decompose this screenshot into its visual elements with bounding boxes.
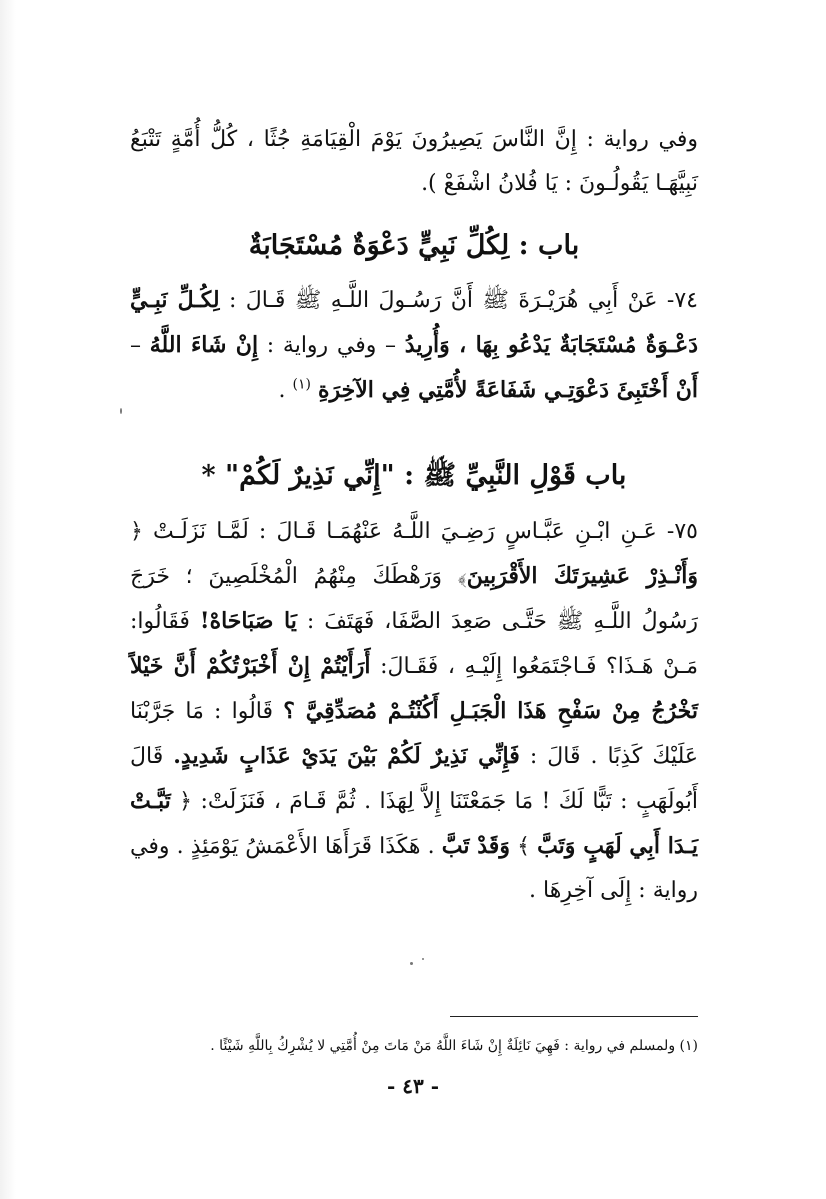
hadith-75-text: ﴾ وَرَهْطَكَ مِنْهُمُ الْمُخْلَصِينَ ؛ خَرَجَ رَسُولُ اللَّـهِ ﷺ حَتَّـى صَعِدَ الصَّفَا، فَهَتَفَ : (130, 564, 699, 634)
hadith-75-block (130, 510, 698, 913)
chapter-heading-1: باب : لِكُلِّ نَبِيٍّ دَعْوَةٌ مُسْتَجَابَةٌ (248, 230, 580, 261)
hadith-75-text: ٧٥- عَـنِ ابْـنِ عَبَّـاسٍ رَضِـيَ اللَّـهُ عَنْهُمَـا قَـالَ : لَمَّـا نَزَلَـتْ ﴿ (130, 519, 698, 544)
hadith-75-paragraph (130, 510, 698, 913)
page-edge-shadow (0, 0, 16, 1199)
hadith-74-text: – (130, 333, 150, 358)
print-speck (410, 962, 413, 965)
hadith-74-end: . (278, 378, 293, 403)
hadith-75-text: فَقَالُوا: مَـنْ هَـذَا؟ فَـاجْتَمَعُوا إِلَيْـهِ ، فَقَـالَ: (130, 609, 698, 679)
footnote-separator (450, 1016, 698, 1017)
hadith-75-text: قَالَ أَبُولَهَبٍ : تَبًّا لَكَ ! مَا جَمَعْتَنَا إِلاَّ لِهَذَا . ثُمَّ قَـامَ ، فَنَزَلَتْ: ﴿ (130, 744, 698, 814)
print-speck (120, 408, 122, 414)
hadith-74-block (130, 278, 698, 413)
hadith-74-paragraph (130, 278, 698, 413)
hadith-75-text: ﴾ (509, 834, 538, 859)
footnote-marker[interactable]: (١) (292, 376, 311, 393)
hadith-75-quote-3: فَإِنِّي نَذِيرٌ لَكُمْ بَيْنَ يَدَيْ عَذَابٍ شَدِيدٍ. (173, 743, 520, 769)
hadith-74-text: ٧٤- عَنْ أَبِي هُرَيْـرَةَ ﷺ أَنَّ رَسُـولَ اللَّـهِ ﷺ قَـالَ : (219, 288, 698, 313)
hadith-75-text: قَالُوا : مَا جَرَّبْنَا عَلَيْكَ كَذِبًا . قَالَ : (130, 699, 699, 769)
hadith-75-verse-3: وَقَدْ تَبَّ (441, 833, 510, 859)
chapter-heading-2: باب قَوْلِ النَّبِيِّ ﷺ : "إِنِّي نَذِيرٌ لَكُمْ" * (201, 460, 627, 491)
hadith-75-text: . هَكَذَا قَرَأَهَا الأَعْمَشُ يَوْمَئِذٍ . وفي رواية : إِلَى آخِرِهَا . (130, 834, 698, 903)
hadith-74-quote-1: لِكُـلِّ نَبِـيٍّ دَعْـوَةٌ مُسْتَجَابَةٌ يَدْعُو بِهَا ، وَأُرِيدُ (130, 287, 698, 358)
hadith-74-quote-3: أَنْ أَخْتَبِئَ دَعْوَتِـي شَفَاعَةً لأُمَّتِي فِي الآخِرَةِ (317, 377, 698, 403)
hadith-74-quote-2: إِنْ شَاءَ اللَّهُ (149, 332, 259, 358)
footnote-text: (١) ولمسلم في رواية : فَهِيَ نَائِلَةٌ إِنْ شَاءَ اللَّهُ مَنْ مَاتَ مِنْ أُمَّتِي لا يُشْرِكُ بِاللَّهِ شَيْئًا . (210, 1038, 698, 1054)
hadith-74-text: – وفي رواية : (258, 333, 405, 358)
hadith-75-quote-1: يَا صَبَاحَاهْ! (199, 608, 297, 634)
hadith-75-quote-2: أَرَأَيْتُمْ إِنْ أَخْبَرْتُكُمْ أَنَّ خَيْلاً تَخْرُجُ مِنْ سَفْحِ هَذَا الْجَبَـلِ أَكُنْتُـمْ مُصَدِّقِيَّ ؟ (130, 653, 698, 724)
page-number: - ٤٣ - (386, 1074, 439, 1098)
hadith-75-verse-1: وَأَنْـذِرْ عَشِيرَتَكَ الأَقْرَبِينَ (466, 563, 698, 589)
intro-paragraph-block (130, 118, 698, 206)
print-speck (422, 958, 424, 960)
intro-paragraph: وفي رواية : إِنَّ النَّاسَ يَصِيرُونَ يَوْمَ الْقِيَامَةِ جُثًا ، كُلُّ أُمَّةٍ تَتْبَعُ نَبِيَّهَـا يَقُولُـونَ : يَا فُلانُ اشْفَعْ ). (130, 127, 698, 196)
hadith-75-verse-2: تَبَّـتْ يَـدَا أَبِي لَهَبٍ وَتَبَّ (130, 788, 699, 859)
